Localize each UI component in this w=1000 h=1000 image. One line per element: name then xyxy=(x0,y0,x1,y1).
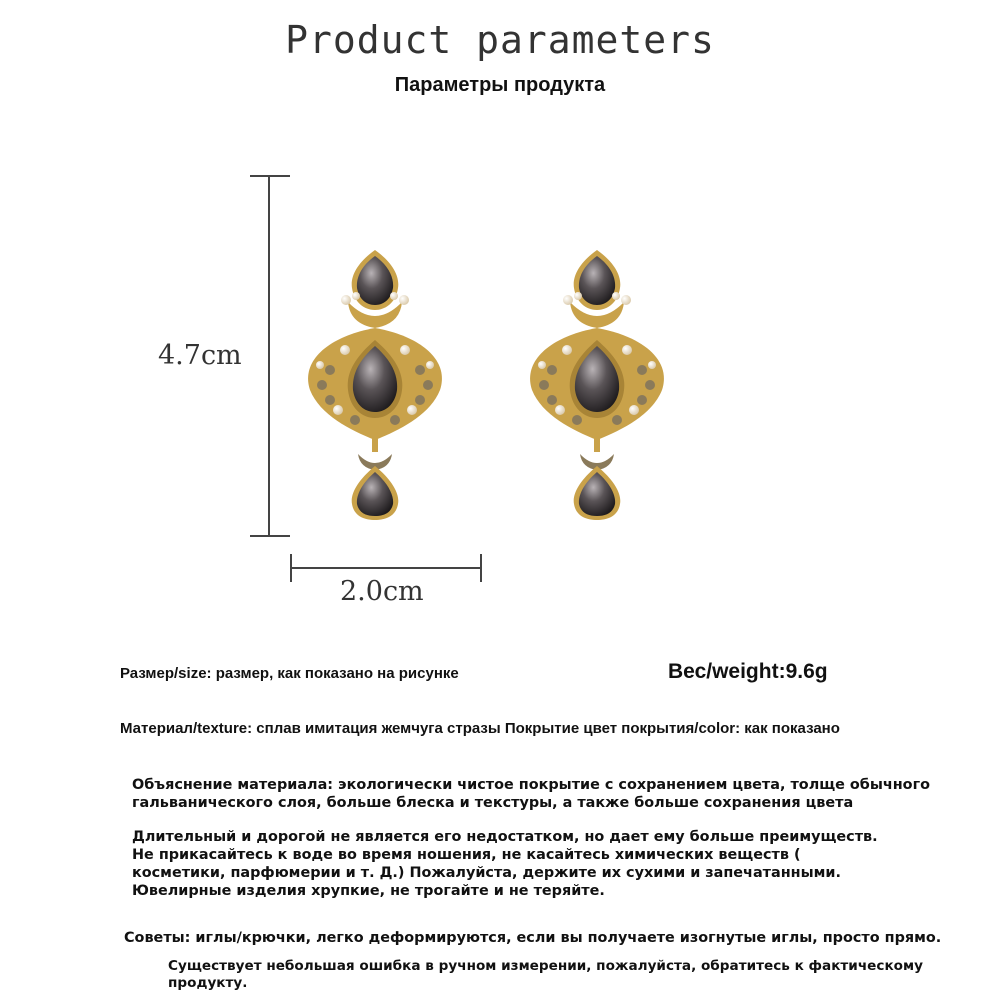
page-subtitle: Параметры продукта xyxy=(394,74,606,96)
material-spec: Материал/texture: сплав имитация жемчуга стразы Покрытие цвет покрытия/color: как показано xyxy=(120,720,840,737)
care-line: Ювелирные изделия хрупкие, не трогайте и не теряйте. xyxy=(132,883,605,899)
care-line: косметики, парфюмерии и т. Д.) Пожалуйста, держите их сухими и запечатанными. xyxy=(132,865,841,881)
care-line: Длительный и дорогой не является его недостатком, но дает ему больше преимуществ. xyxy=(132,829,878,845)
care-line: Не прикасайтесь к воде во время ношения, не касайтесь химических веществ ( xyxy=(132,847,801,863)
tips-text: Советы: иглы/крючки, легко деформируются, если вы получаете изогнутые иглы, просто прямо. xyxy=(124,930,942,946)
size-spec: Размер/size: размер, как показано на рисунке xyxy=(120,665,459,682)
width-label: 2.0cm xyxy=(340,576,424,607)
height-label: 4.7cm xyxy=(158,340,242,371)
earring-left-image xyxy=(300,240,450,520)
page-title: Product parameters xyxy=(285,18,715,62)
weight-spec: Вес/weight:9.6g xyxy=(668,660,828,683)
care-instructions xyxy=(132,828,952,900)
earring-right-image xyxy=(522,240,672,520)
measurement-note: Существует небольшая ошибка в ручном измерении, пожалуйста, обратитесь к фактическому продукту. xyxy=(168,958,923,991)
material-explanation: Объяснение материала: экологически чистое покрытие с сохранением цвета, толще обычного гальванического слоя, больше блеска и текстуры, а также больше сохранения цвета xyxy=(132,777,930,811)
